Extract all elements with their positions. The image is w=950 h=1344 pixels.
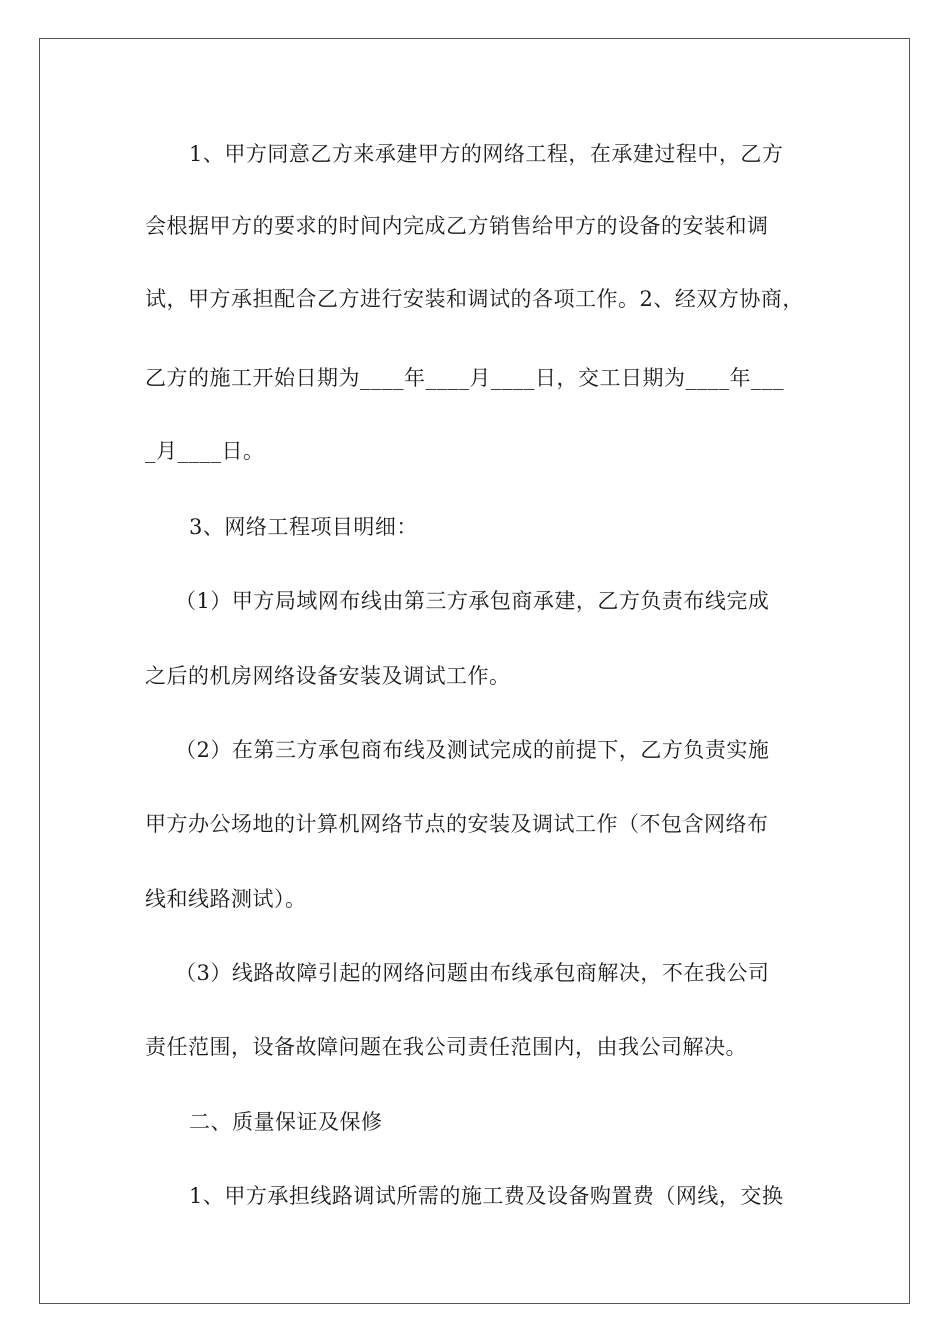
paragraph-line: 乙方的施工开始日期为____年____月____日，交工日期为____年___ xyxy=(145,366,784,390)
paragraph-line: 1、甲方承担线路调试所需的施工费及设备购置费（网线，交换 xyxy=(189,1184,784,1208)
paragraph-line: 1、甲方同意乙方来承建甲方的网络工程，在承建过程中，乙方 xyxy=(189,142,784,166)
paragraph-line: （3）线路故障引起的网络问题由布线承包商解决，不在我公司 xyxy=(175,961,770,985)
paragraph-line: 线和线路测试）。 xyxy=(145,887,307,911)
paragraph-line: 责任范围，设备故障问题在我公司责任范围内，由我公司解决。 xyxy=(145,1035,747,1059)
paragraph-line: 甲方办公场地的计算机网络节点的安装及调试工作（不包含网络布 xyxy=(145,812,769,836)
paragraph-line: （1）甲方局域网布线由第三方承包商承建，乙方负责布线完成 xyxy=(175,589,770,613)
paragraph-line: 试，甲方承担配合乙方进行安装和调试的各项工作。2、经双方协商， xyxy=(145,287,804,311)
paragraph-line: _月____日。 xyxy=(145,439,265,463)
paragraph-line: （2）在第三方承包商布线及测试完成的前提下，乙方负责实施 xyxy=(175,738,770,762)
section-heading: 二、质量保证及保修 xyxy=(189,1110,383,1134)
paragraph-line: 会根据甲方的要求的时间内完成乙方销售给甲方的设备的安装和调 xyxy=(145,214,769,238)
paragraph-line: 之后的机房网络设备安装及调试工作。 xyxy=(145,664,511,688)
section-heading: 3、网络工程项目明细： xyxy=(189,515,418,539)
